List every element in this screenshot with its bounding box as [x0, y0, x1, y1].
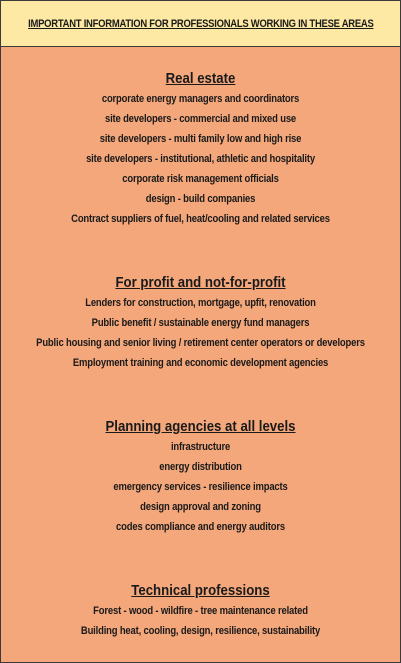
list-item: Public benefit / sustainable energy fund managers — [91, 317, 310, 329]
section-title: For profit and not-for-profit — [115, 274, 286, 291]
section-title: Planning agencies at all levels — [105, 418, 296, 435]
section-real-estate — [1, 69, 400, 229]
list-item: Building heat, cooling, design, resilience, sustainability — [80, 625, 321, 637]
section-for-profit — [1, 273, 400, 373]
list-item: design approval and zoning — [140, 501, 261, 513]
list-item: emergency services - resilience impacts — [113, 481, 288, 493]
section-planning-agencies — [1, 417, 400, 537]
header-banner — [1, 1, 400, 47]
header-title: IMPORTANT INFORMATION FOR PROFESSIONALS WORKING IN THESE AREAS — [27, 17, 374, 30]
list-item: codes compliance and energy auditors — [116, 521, 285, 533]
section-title: Technical professions — [131, 582, 270, 599]
list-item: Employment training and economic development agencies — [72, 357, 329, 369]
list-item: design - build companies — [145, 193, 256, 205]
list-item: site developers - commercial and mixed use — [104, 113, 297, 125]
list-item: Contract suppliers of fuel, heat/cooling and related services — [71, 213, 330, 225]
section-title: Real estate — [165, 70, 236, 87]
list-item: site developers - institutional, athletic and hospitality — [86, 153, 315, 165]
list-item: infrastructure — [170, 441, 231, 453]
section-technical-professions — [1, 581, 400, 641]
list-item: energy distribution — [159, 461, 242, 473]
list-item: corporate risk management officials — [122, 173, 279, 185]
list-item: Lenders for construction, mortgage, upfit, renovation — [85, 297, 316, 309]
list-item: Forest - wood - wildfire - tree maintenance related — [93, 605, 308, 617]
list-item: corporate energy managers and coordinators — [101, 93, 300, 105]
list-item: Public housing and senior living / retirement center operators or developers — [36, 337, 365, 349]
list-item: site developers - multi family low and high rise — [99, 133, 302, 145]
